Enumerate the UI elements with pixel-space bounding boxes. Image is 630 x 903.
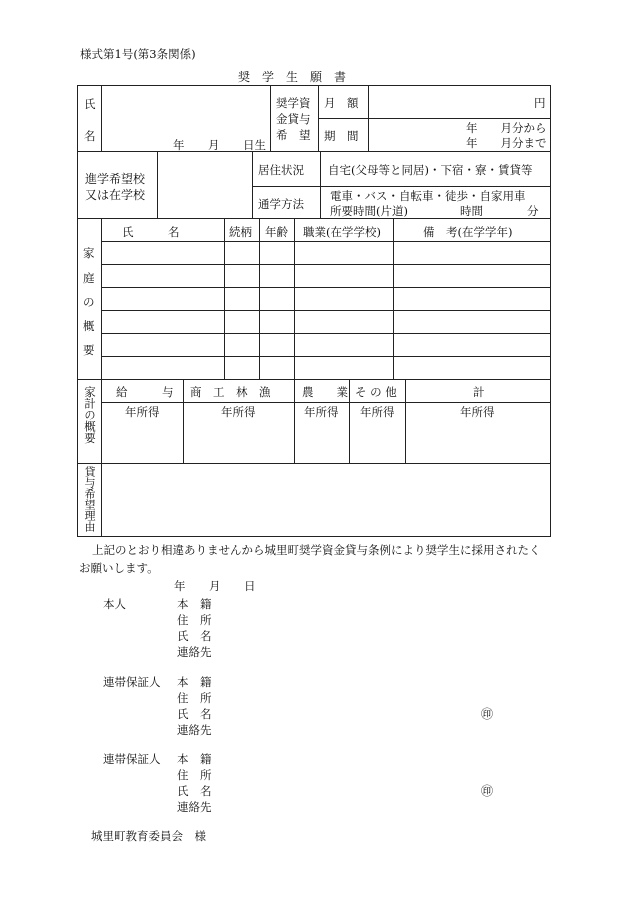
commute-hours: 時間: [460, 204, 483, 218]
person-contact: 連絡先: [177, 645, 212, 659]
birth-year: 年: [173, 138, 185, 152]
page-title: 奨 学 生 願 書: [238, 70, 347, 84]
school-label-2: 又は在学校: [85, 188, 146, 202]
residence-value: 自宅(父母等と同居)・下宿・寮・賃貸等: [328, 163, 533, 177]
guarantor-1-domicile: 本 籍: [177, 675, 212, 689]
monthly-label: 月 額: [324, 96, 359, 110]
date-day: 日: [244, 579, 256, 593]
family-side-3: の: [83, 295, 95, 309]
declaration-line-1: 上記のとおり相違ありませんから城里町奨学資金貸与条例により奨学生に採用されたく: [92, 543, 541, 557]
guarantor-1-address: 住 所: [177, 691, 212, 705]
income-business: 年所得: [221, 405, 256, 419]
person-name: 氏 名: [177, 629, 212, 643]
household-side: 家計の概要: [83, 386, 97, 444]
birth-month: 月: [208, 138, 220, 152]
guarantor-2-name: 氏 名: [177, 784, 212, 798]
household-header-salary: 給 与: [116, 385, 174, 399]
family-header-name: 氏 名: [122, 225, 180, 239]
form-number: 様式第1号(第3条関係): [80, 47, 196, 61]
declaration-line-2: お願いします。: [79, 561, 159, 575]
guarantor-2-domicile: 本 籍: [177, 752, 212, 766]
date-month: 月: [209, 579, 221, 593]
family-side-4: 概: [83, 319, 95, 333]
household-header-business: 商 工 林 漁: [190, 385, 271, 399]
person-address: 住 所: [177, 613, 212, 627]
household-header-other: そ の 他: [355, 385, 397, 399]
date-year: 年: [174, 579, 186, 593]
commute-time: 所要時間(片道): [330, 204, 408, 218]
period-to: 年 月分まで: [466, 136, 547, 150]
yen-unit: 円: [534, 96, 546, 110]
guarantor-2-seal: ㊞: [481, 784, 494, 798]
family-header-remarks: 備 考(在学学年): [423, 225, 513, 239]
name-label-1: 氏: [84, 97, 96, 111]
period-from: 年 月分から: [466, 121, 547, 135]
guarantor-2-label: 連帯保証人: [103, 752, 161, 766]
person-label: 本人: [103, 597, 126, 611]
commute-label: 通学方法: [258, 197, 304, 211]
income-agriculture: 年所得: [304, 405, 339, 419]
family-header-relation: 続柄: [229, 225, 252, 239]
commute-value: 電車・バス・自転車・徒歩・自家用車: [330, 189, 526, 203]
reason-label: 貸与希望理由: [83, 466, 96, 532]
addressee: 城里町教育委員会 様: [91, 829, 206, 843]
guarantor-2-address: 住 所: [177, 768, 212, 782]
household-header-agriculture: 農 業: [302, 385, 348, 399]
guarantor-1-label: 連帯保証人: [103, 675, 161, 689]
guarantor-2-contact: 連絡先: [177, 800, 212, 814]
income-total: 年所得: [460, 405, 495, 419]
name-field[interactable]: [102, 86, 269, 136]
family-header-age: 年齢: [265, 225, 288, 239]
loan-label-2: 金貸与: [276, 112, 311, 126]
reason-field[interactable]: [102, 464, 550, 535]
income-other: 年所得: [360, 405, 395, 419]
residence-label: 居住状況: [258, 163, 304, 177]
income-salary: 年所得: [125, 405, 160, 419]
loan-label-3: 希 望: [276, 128, 311, 142]
household-header-total: 計: [473, 385, 485, 399]
family-header-occupation: 職業(在学学校): [303, 225, 381, 239]
school-label-1: 進学希望校: [85, 172, 146, 186]
family-side-2: 庭: [83, 271, 95, 285]
school-field[interactable]: [158, 152, 251, 217]
guarantor-1-contact: 連絡先: [177, 723, 212, 737]
loan-label-1: 奨学資: [276, 96, 311, 110]
birth-day: 日生: [243, 138, 266, 152]
family-side-5: 要: [83, 343, 95, 357]
guarantor-1-name: 氏 名: [177, 707, 212, 721]
name-label-2: 名: [84, 129, 96, 143]
person-domicile: 本 籍: [177, 597, 212, 611]
family-side-1: 家: [83, 246, 95, 260]
commute-minutes: 分: [527, 204, 539, 218]
guarantor-1-seal: ㊞: [481, 707, 494, 721]
period-label: 期 間: [324, 129, 359, 143]
